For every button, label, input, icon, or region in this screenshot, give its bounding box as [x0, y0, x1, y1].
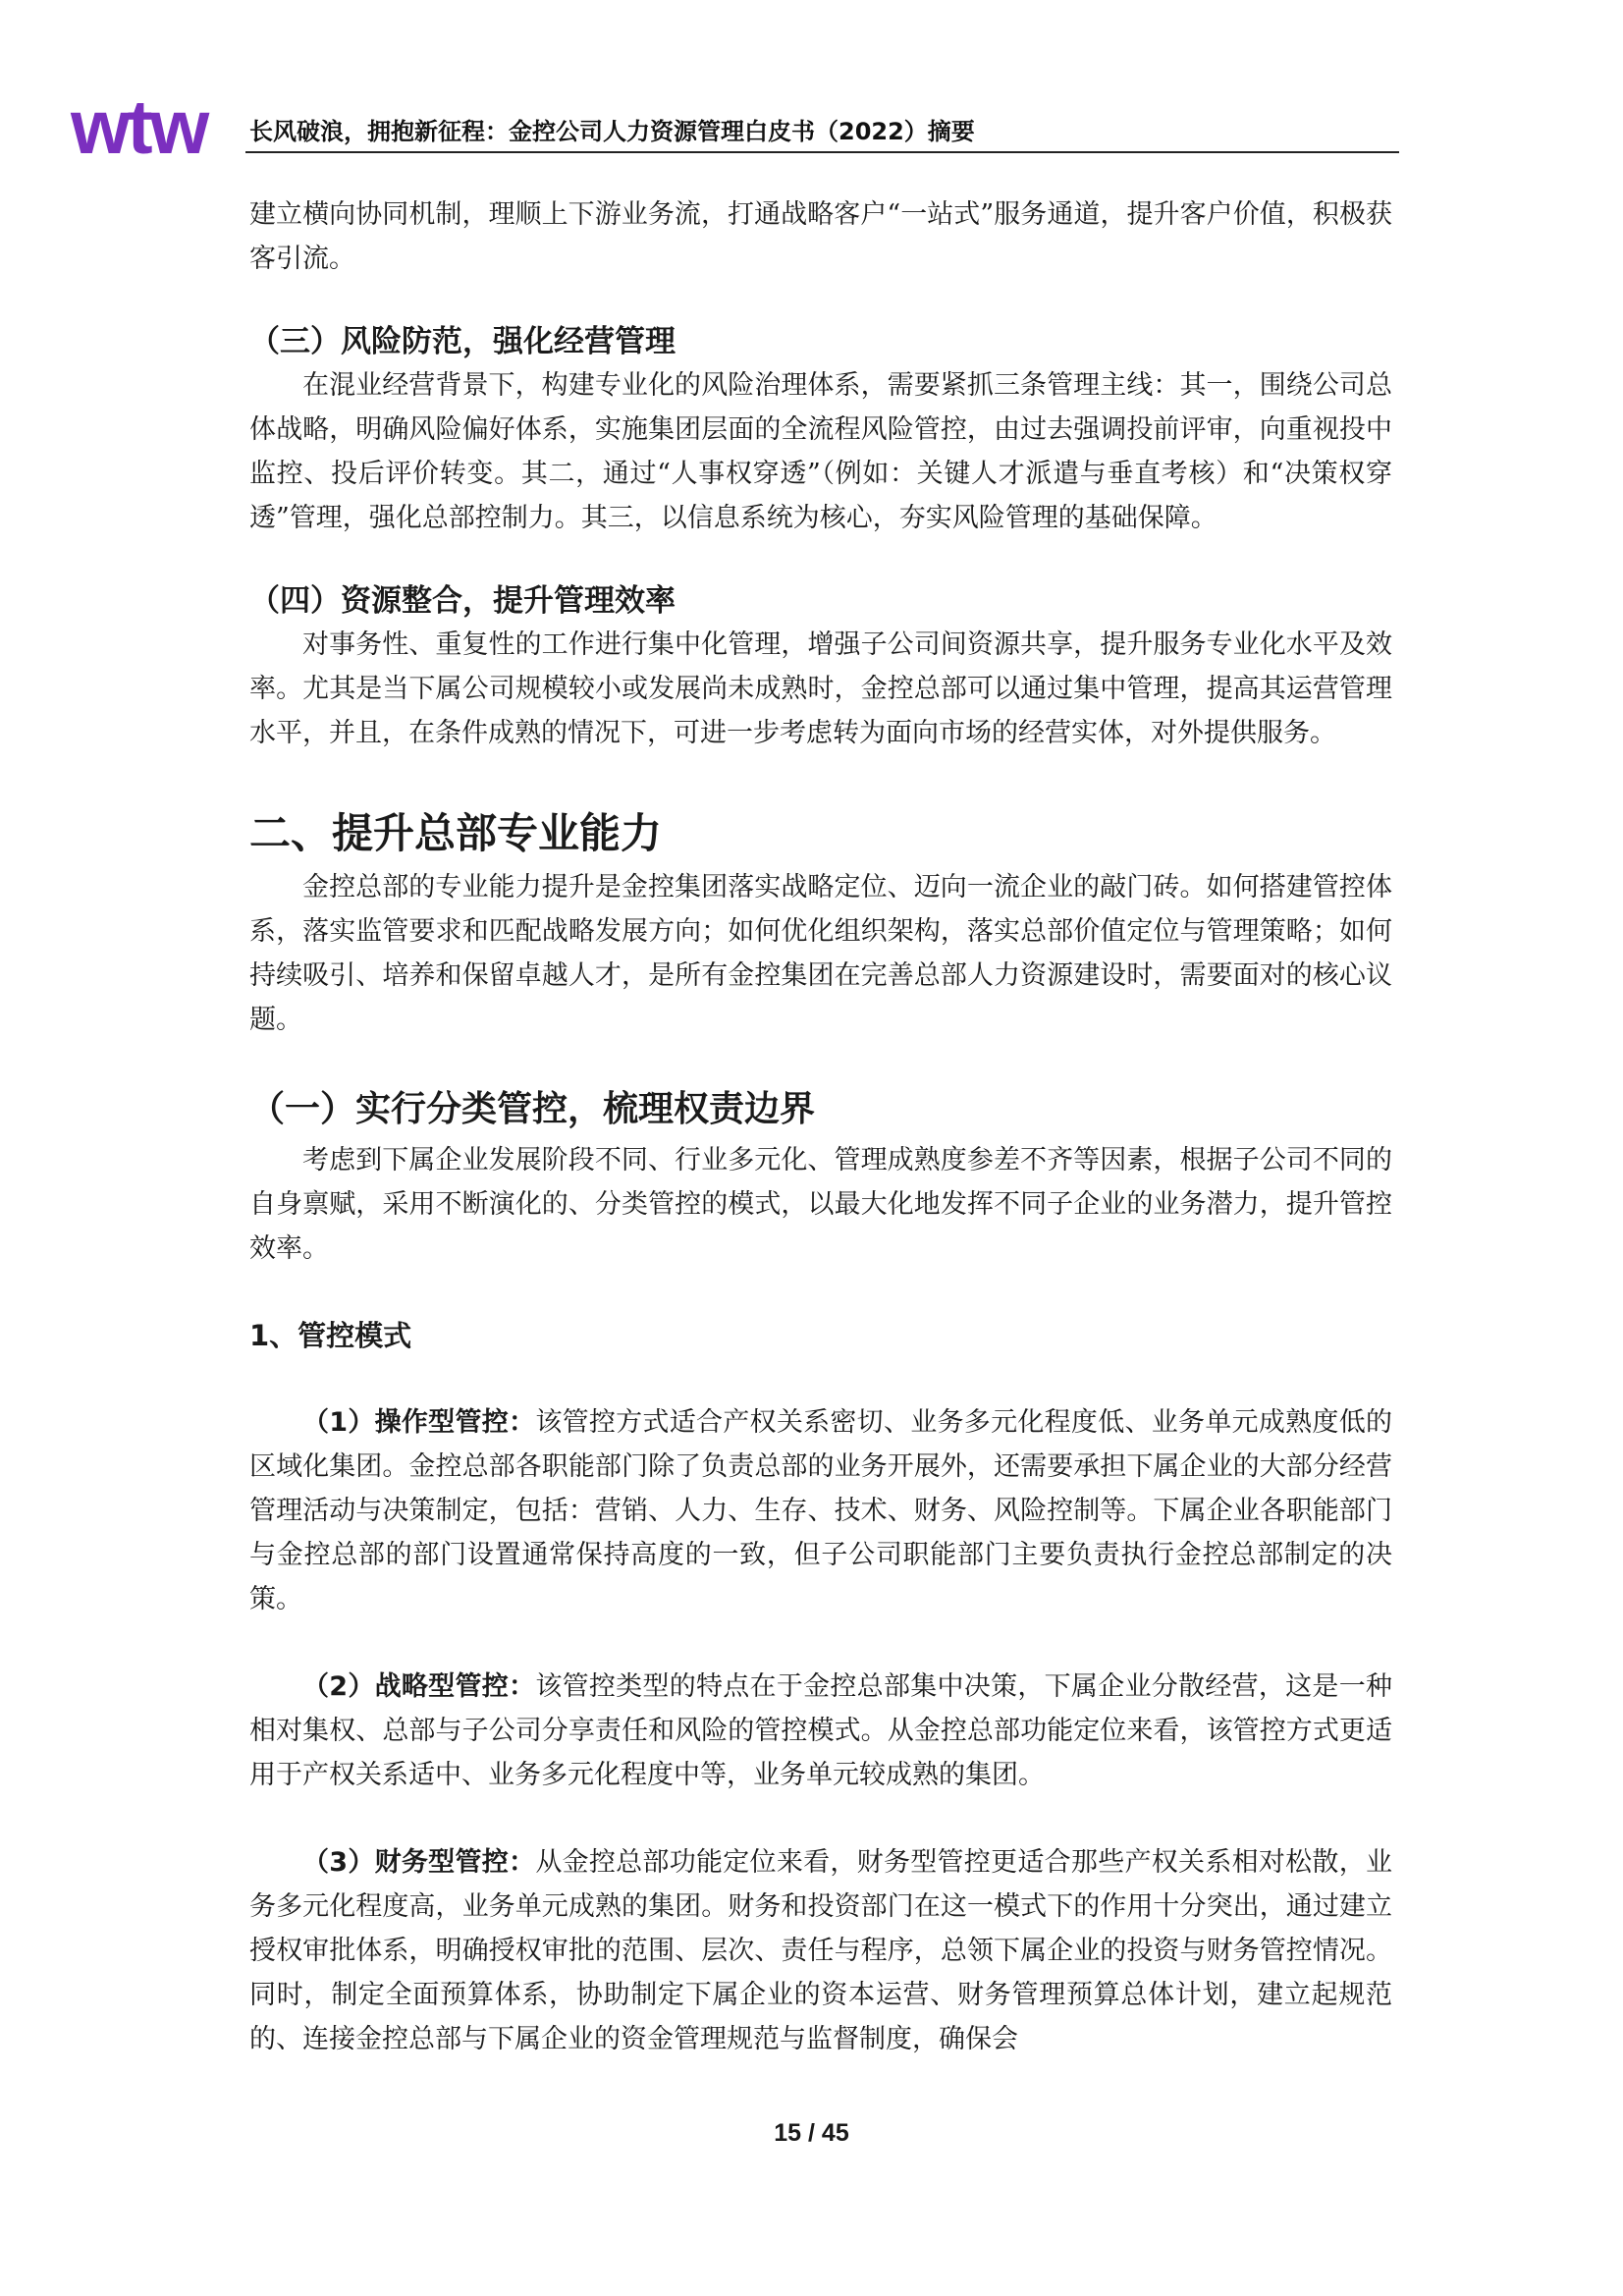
heading-control-modes: 1、管控模式 — [249, 1319, 412, 1352]
mode-operational-label: （1）操作型管控： — [302, 1407, 536, 1438]
mode-operational-text: 该管控方式适合产权关系密切、业务多元化程度低、业务单元成熟度低的区域化集团。金控总部各职能部门除了负责总部的业务开展外，还需要承担下属企业的大部分经营管理活动与决策制定，包括：营销、人力、生存、技术、财务、风险控制等。下属企业各职能部门与金控总部的部门设置通常保持高度的一致，但子公司职能部门主要负责执行金控总部制定的决策。 — [249, 1407, 1392, 1614]
section-heading-hq-capability: 二、提升总部专业能力 — [249, 809, 663, 857]
mode-strategic — [249, 1665, 1392, 1797]
mode-operational — [249, 1400, 1392, 1621]
page-number: 15 / 45 — [774, 2119, 849, 2147]
classify-paragraph: 考虑到下属企业发展阶段不同、行业多元化、管理成熟度参差不齐等因素，根据子公司不同的自身禀赋，采用不断演化的、分类管控的模式，以最大化地发挥不同子企业的业务潜力，提升管控效率。 — [249, 1145, 1392, 1264]
intro-paragraph: 建立横向协同机制，理顺上下游业务流，打通战略客户“一站式”服务通道，提升客户价值，积极获客引流。 — [249, 199, 1392, 274]
header-divider — [245, 151, 1399, 153]
page-content — [249, 192, 1392, 2061]
wtw-logo: wtw — [71, 83, 207, 170]
mode-financial-text: 从金控总部功能定位来看，财务型管控更适合那些产权关系相对松散，业务多元化程度高，业务单元成熟的集团。财务和投资部门在这一模式下的作用十分突出，通过建立授权审批体系，明确授权审批的范围、层次、责任与程序，总领下属企业的投资与财务管控情况。同时，制定全面预算体系，协助制定下属企业的资本运营、财务管理预算总体计划，建立起规范的、连接金控总部与下属企业的资金管理规范与监督制度，确保会 — [249, 1847, 1392, 2054]
resource-paragraph: 对事务性、重复性的工作进行集中化管理，增强子公司间资源共享，提升服务专业化水平及效率。尤其是当下属公司规模较小或发展尚未成熟时，金控总部可以通过集中管理，提高其运营管理水平，并且，在条件成熟的情况下，可进一步考虑转为面向市场的经营实体，对外提供服务。 — [249, 629, 1392, 748]
risk-paragraph: 在混业经营背景下，构建专业化的风险治理体系，需要紧抓三条管理主线：其一，围绕公司总体战略，明确风险偏好体系，实施集团层面的全流程风险管控，由过去强调投前评审，向重视投中监控、投后评价转变。其二，通过“人事权穿透”（例如：关键人才派遣与垂直考核）和“决策权穿透”管理，强化总部控制力。其三，以信息系统为核心，夯实风险管理的基础保障。 — [249, 370, 1392, 533]
heading-resource-integration: （四）资源整合，提升管理效率 — [249, 583, 676, 619]
mode-financial-label: （3）财务型管控： — [302, 1847, 536, 1878]
mode-financial — [249, 1840, 1392, 2061]
section2-paragraph: 金控总部的专业能力提升是金控集团落实战略定位、迈向一流企业的敲门砖。如何搭建管控体系，落实监管要求和匹配战略发展方向；如何优化组织架构，落实总部价值定位与管理策略；如何持续吸引、培养和保留卓越人才，是所有金控集团在完善总部人力资源建设时，需要面对的核心议题。 — [249, 872, 1392, 1035]
heading-classified-control: （一）实行分类管控，梳理权责边界 — [249, 1089, 816, 1129]
mode-strategic-label: （2）战略型管控： — [302, 1671, 536, 1702]
mode-strategic-text: 该管控类型的特点在于金控总部集中决策，下属企业分散经营，这是一种相对集权、总部与子公司分享责任和风险的管控模式。从金控总部功能定位来看，该管控方式更适用于产权关系适中、业务多元化程度中等，业务单元较成熟的集团。 — [249, 1671, 1392, 1790]
document-title: 长风破浪，拥抱新征程：金控公司人力资源管理白皮书（2022）摘要 — [249, 118, 975, 145]
heading-risk-prevention: （三）风险防范，强化经营管理 — [249, 324, 676, 359]
